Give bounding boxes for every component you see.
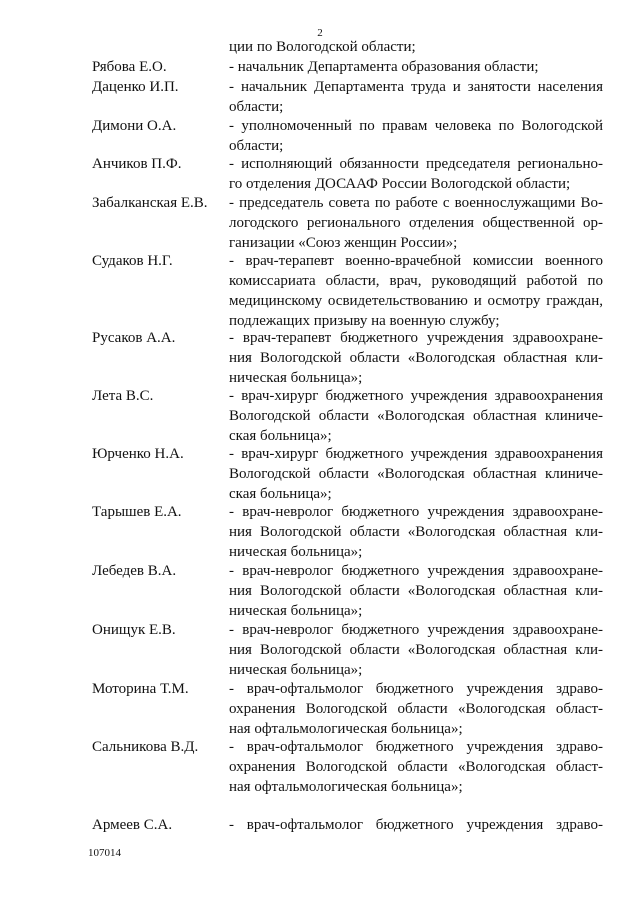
position-line: Вологодской области «Вологодская областная клиниче- (229, 408, 603, 424)
member-name: Димони О.А. (92, 118, 177, 134)
position-line: - врач-терапевт бюджетного учреждения здравоохране- (229, 330, 603, 346)
member-position (229, 386, 603, 446)
position-line: - председатель совета по работе с военнослужащими Во- (229, 195, 603, 211)
member-name: Юрченко Н.А. (92, 446, 184, 462)
position-line: - врач-невролог бюджетного учреждения здравоохране- (229, 622, 603, 638)
position-line: ская больница»; (229, 428, 332, 444)
member-name: Русаков А.А. (92, 330, 176, 346)
position-line: ническая больница»; (229, 544, 363, 560)
position-line: - врач-хирург бюджетного учреждения здравоохранения (229, 446, 603, 462)
position-line: - уполномоченный по правам человека по Вологодской (229, 118, 603, 134)
position-line: области; (229, 99, 284, 115)
member-position (229, 193, 603, 253)
member-position (229, 444, 603, 504)
position-line: ническая больница»; (229, 370, 363, 386)
continuation-text: ции по Вологодской области; (229, 39, 416, 55)
member-position (229, 561, 603, 621)
position-line: го отделения ДОСААФ России Вологодской области; (229, 176, 571, 192)
position-line: подлежащих призыву на военную службу; (229, 313, 500, 329)
position-line: логодского регионального отделения общественной ор- (229, 215, 603, 231)
position-line: ния Вологодской области «Вологодская областная кли- (229, 524, 603, 540)
position-line: - врач-невролог бюджетного учреждения здравоохране- (229, 563, 603, 579)
member-position (229, 57, 603, 77)
position-line: - врач-офтальмолог бюджетного учреждения здраво- (229, 739, 603, 755)
page-number: 2 (317, 27, 323, 39)
member-name: Онищук Е.В. (92, 622, 176, 638)
member-name: Лета В.С. (92, 388, 154, 404)
member-position (229, 737, 603, 797)
position-line: ская больница»; (229, 486, 332, 502)
member-position (229, 77, 603, 117)
member-name: Даценко И.П. (92, 79, 179, 95)
position-line: ния Вологодской области «Вологодская областная кли- (229, 350, 603, 366)
position-line: - начальник Департамента образования области; (229, 59, 539, 75)
position-line: - врач-терапевт военно-врачебной комиссии военного (229, 253, 603, 269)
position-line: - врач-невролог бюджетного учреждения здравоохране- (229, 504, 603, 520)
position-line: ническая больница»; (229, 603, 363, 619)
member-name: Тарышев Е.А. (92, 504, 182, 520)
member-name: Моторина Т.М. (92, 681, 189, 697)
position-line: - врач-хирург бюджетного учреждения здравоохранения (229, 388, 603, 404)
position-line: охранения Вологодской области «Вологодская област- (229, 759, 603, 775)
position-line: Вологодской области «Вологодская областная клиниче- (229, 466, 603, 482)
member-position (229, 251, 603, 331)
member-name: Лебедев В.А. (92, 563, 177, 579)
member-position (229, 502, 603, 562)
position-line: ния Вологодской области «Вологодская областная кли- (229, 583, 603, 599)
position-line: области; (229, 138, 284, 154)
document-code: 107014 (88, 847, 121, 859)
member-position (229, 679, 603, 739)
member-position (229, 328, 603, 388)
member-name: Судаков Н.Г. (92, 253, 173, 269)
position-line: - исполняющий обязанности председателя регионально- (229, 156, 603, 172)
member-name: Сальникова В.Д. (92, 739, 199, 755)
position-line: ния Вологодской области «Вологодская областная кли- (229, 642, 603, 658)
position-line: - начальник Департамента труда и занятости населения (229, 79, 603, 95)
position-line: - врач-офтальмолог бюджетного учреждения здраво- (229, 817, 603, 833)
position-line: ная офтальмологическая больница»; (229, 721, 463, 737)
member-name: Рябова Е.О. (92, 59, 167, 75)
member-position (229, 154, 603, 194)
position-line: ная офтальмологическая больница»; (229, 779, 463, 795)
member-name: Анчиков П.Ф. (92, 156, 182, 172)
member-position (229, 620, 603, 680)
member-name: Армеев С.А. (92, 817, 173, 833)
position-line: ганизации «Союз женщин России»; (229, 235, 458, 251)
position-line: - врач-офтальмолог бюджетного учреждения здраво- (229, 681, 603, 697)
member-position (229, 815, 603, 835)
position-line: охранения Вологодской области «Вологодская област- (229, 701, 603, 717)
position-line: комиссариата области, врач, руководящий работой по (229, 273, 603, 289)
member-name: Забалканская Е.В. (92, 195, 208, 211)
member-position (229, 116, 603, 156)
position-line: медицинскому освидетельствованию и осмотру граждан, (229, 293, 603, 309)
position-line: ническая больница»; (229, 662, 363, 678)
